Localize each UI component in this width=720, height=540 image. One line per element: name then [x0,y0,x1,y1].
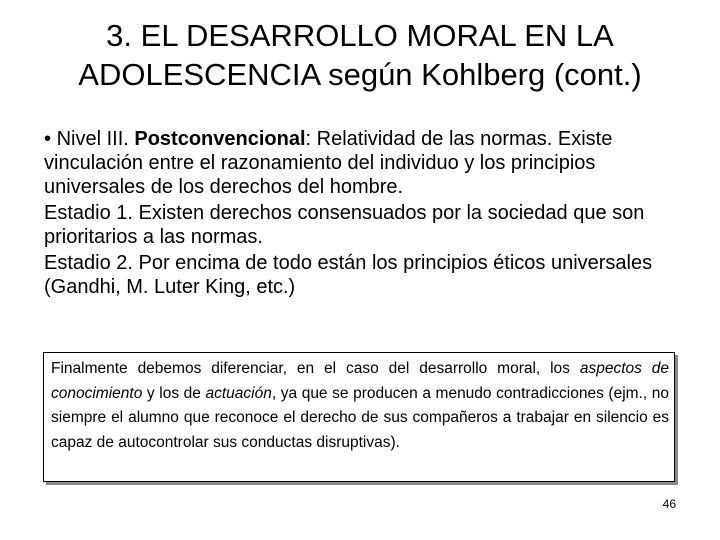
slide-body [44,127,684,301]
level-prefix: Nivel III. [56,128,135,150]
level-name: Postconvencional [134,128,306,150]
level-paragraph [44,127,684,199]
stage-2-paragraph: Estadio 2. Por encima de todo están los principios éticos universales (Gandhi, M. Luter King, etc.) [44,252,653,298]
note-text-1: Finalmente debemos diferenciar, en el caso del desarrollo moral, los [51,360,580,377]
level-description: : Relatividad de las normas. Existe vinculación entre el razonamiento del individuo y los principios universales de los derechos del hombre. [44,128,613,198]
slide-title [30,16,690,94]
note-italic-2: actuación [205,384,272,402]
stage-1-paragraph: Estadio 1. Existen derechos consensuados por la sociedad que son prioritarios a las normas. [44,202,645,248]
slide-title-line-2: ADOLESCENCIA según Kohlberg (cont.) [78,57,642,92]
note-text-2: y los de [142,384,206,402]
page-number: 46 [662,497,676,511]
bullet: • [44,128,52,150]
note-italic-1: aspectos de conocimiento [51,360,669,402]
slide-title-line-1: 3. EL DESARROLLO MORAL EN LA [106,18,614,53]
note-text-3: , ya que se producen a menudo contradicciones (ejm., no siempre el alumno que reconoce el derecho de sus compañeros a trabajar en silencio es capaz de autocontrolar sus conductas disruptivas). [51,384,669,451]
note-box [43,352,675,482]
